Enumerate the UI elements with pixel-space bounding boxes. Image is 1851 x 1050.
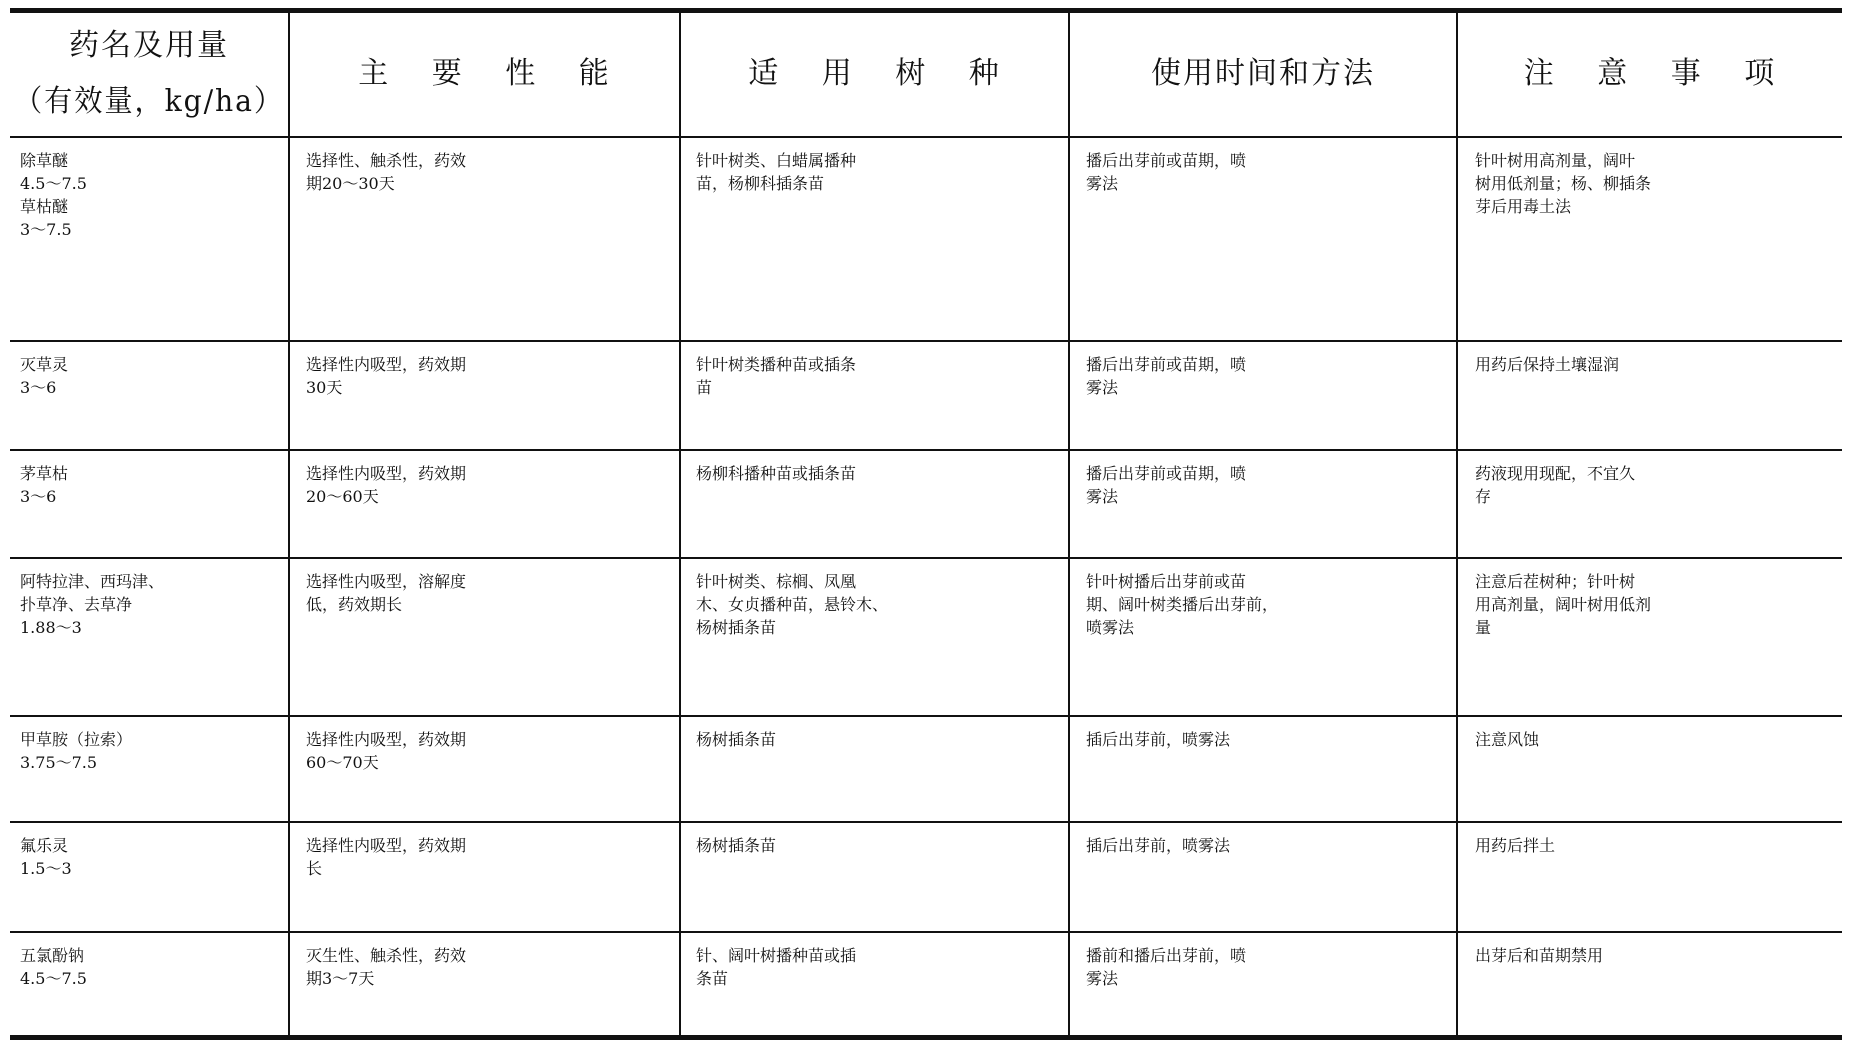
cell-species bbox=[680, 341, 1069, 450]
drug-name bbox=[20, 943, 284, 966]
table-body bbox=[10, 137, 1842, 1038]
cell-properties bbox=[289, 822, 680, 932]
cell-line bbox=[1086, 375, 1448, 398]
cell-drug-dosage bbox=[10, 137, 289, 341]
cell-line-text: 杨树插条苗 bbox=[696, 729, 777, 749]
cell-line bbox=[1475, 727, 1836, 750]
cell-line-text: 雾法 bbox=[1086, 377, 1119, 397]
cell-line bbox=[696, 148, 1060, 171]
cell-line bbox=[1475, 615, 1836, 638]
cell-line-text: 注意后茬树种；针叶树 bbox=[1475, 571, 1636, 591]
cell-properties bbox=[289, 558, 680, 716]
cell-species bbox=[680, 932, 1069, 1038]
cell-line-text: 针叶树用高剂量，阔叶 bbox=[1475, 150, 1636, 170]
drug-name-text: 氟乐灵 bbox=[20, 835, 69, 855]
drug-dosage bbox=[20, 171, 284, 194]
cell-line-text: 选择性内吸型，药效期 bbox=[306, 835, 467, 855]
cell-line bbox=[696, 615, 1060, 638]
cell-line-text: 低，药效期长 bbox=[306, 594, 403, 614]
cell-line-text: 苗 bbox=[696, 377, 713, 397]
drug-name-text: 甲草胺（拉索） bbox=[20, 729, 133, 749]
cell-line bbox=[306, 148, 671, 171]
cell-line bbox=[1475, 352, 1836, 375]
cell-timing-method bbox=[1069, 932, 1457, 1038]
cell-line-text: 60～70天 bbox=[306, 752, 379, 772]
drug-dosage-text: 3～6 bbox=[20, 377, 57, 397]
cell-line-text: 播后出芽前或苗期，喷 bbox=[1086, 463, 1247, 483]
drug-dosage-text: 1.88～3 bbox=[20, 617, 82, 637]
drug-dosage bbox=[20, 750, 284, 773]
drug-dosage bbox=[20, 217, 284, 240]
drug-dosage bbox=[20, 856, 284, 879]
cell-line-text: 量 bbox=[1475, 617, 1492, 637]
header-drug-dosage bbox=[10, 11, 289, 137]
cell-line-text: 雾法 bbox=[1086, 486, 1119, 506]
cell-line-text: 选择性、触杀性，药效 bbox=[306, 150, 467, 170]
table-row bbox=[10, 716, 1842, 822]
header-line bbox=[14, 18, 284, 74]
cell-timing-method bbox=[1069, 450, 1457, 558]
drug-name bbox=[20, 592, 284, 615]
document-page bbox=[10, 8, 1842, 1040]
header-line-text: 主 要 性 能 bbox=[358, 56, 611, 92]
cell-line-text: 期20～30天 bbox=[306, 173, 395, 193]
cell-line bbox=[1475, 148, 1836, 171]
cell-line-text: 药液现用现配，不宜久 bbox=[1475, 463, 1636, 483]
header-line-text: （有效量，kg/ha） bbox=[14, 84, 284, 120]
cell-line-text: 选择性内吸型，药效期 bbox=[306, 729, 467, 749]
header-main-properties bbox=[289, 11, 680, 137]
cell-precautions bbox=[1457, 558, 1842, 716]
cell-line bbox=[1475, 569, 1836, 592]
cell-drug-dosage bbox=[10, 716, 289, 822]
cell-line bbox=[306, 592, 671, 615]
cell-line bbox=[306, 461, 671, 484]
cell-properties bbox=[289, 450, 680, 558]
cell-line-text: 存 bbox=[1475, 486, 1492, 506]
cell-properties bbox=[289, 932, 680, 1038]
cell-line bbox=[1475, 943, 1836, 966]
cell-line-text: 期、阔叶树类播后出芽前， bbox=[1086, 594, 1279, 614]
cell-precautions bbox=[1457, 450, 1842, 558]
header-line-text: 药名及用量 bbox=[69, 28, 229, 64]
drug-dosage-text: 4.5～7.5 bbox=[20, 173, 87, 193]
drug-name bbox=[20, 148, 284, 171]
drug-dosage bbox=[20, 484, 284, 507]
header-line-text: 使用时间和方法 bbox=[1151, 56, 1375, 92]
header-line bbox=[1462, 46, 1838, 102]
cell-timing-method bbox=[1069, 137, 1457, 341]
cell-line bbox=[1086, 833, 1448, 856]
header-line bbox=[294, 46, 675, 102]
cell-line bbox=[306, 727, 671, 750]
table-row bbox=[10, 137, 1842, 341]
cell-line bbox=[1475, 592, 1836, 615]
cell-line bbox=[696, 833, 1060, 856]
header-line bbox=[1074, 46, 1452, 102]
cell-line-text: 播前和播后出芽前，喷 bbox=[1086, 945, 1247, 965]
cell-line-text: 针叶树播后出芽前或苗 bbox=[1086, 571, 1247, 591]
cell-line bbox=[696, 171, 1060, 194]
header-precautions bbox=[1457, 11, 1842, 137]
cell-line bbox=[1086, 148, 1448, 171]
cell-line-text: 用高剂量，阔叶树用低剂 bbox=[1475, 594, 1652, 614]
cell-line bbox=[696, 592, 1060, 615]
cell-line bbox=[306, 966, 671, 989]
cell-line-text: 苗，杨柳科插条苗 bbox=[696, 173, 825, 193]
cell-line bbox=[696, 461, 1060, 484]
cell-line bbox=[696, 966, 1060, 989]
cell-line-text: 长 bbox=[306, 858, 323, 878]
cell-line bbox=[1086, 615, 1448, 638]
header-applicable-species bbox=[680, 11, 1069, 137]
cell-line bbox=[696, 727, 1060, 750]
cell-line bbox=[306, 171, 671, 194]
header-row bbox=[10, 11, 1842, 137]
cell-line bbox=[1475, 194, 1836, 217]
cell-properties bbox=[289, 137, 680, 341]
cell-line-text: 期3～7天 bbox=[306, 968, 375, 988]
cell-drug-dosage bbox=[10, 341, 289, 450]
cell-line-text: 插后出芽前，喷雾法 bbox=[1086, 835, 1231, 855]
cell-species bbox=[680, 716, 1069, 822]
cell-drug-dosage bbox=[10, 558, 289, 716]
cell-line-text: 喷雾法 bbox=[1086, 617, 1135, 637]
drug-name bbox=[20, 727, 284, 750]
cell-line-text: 30天 bbox=[306, 377, 343, 397]
cell-line bbox=[306, 833, 671, 856]
cell-line-text: 播后出芽前或苗期，喷 bbox=[1086, 150, 1247, 170]
cell-drug-dosage bbox=[10, 932, 289, 1038]
drug-name-text: 扑草净、去草净 bbox=[20, 594, 133, 614]
drug-name bbox=[20, 569, 284, 592]
table-row bbox=[10, 822, 1842, 932]
cell-line bbox=[1086, 171, 1448, 194]
cell-timing-method bbox=[1069, 558, 1457, 716]
cell-line-text: 雾法 bbox=[1086, 173, 1119, 193]
header-line bbox=[685, 46, 1064, 102]
cell-species bbox=[680, 822, 1069, 932]
cell-precautions bbox=[1457, 822, 1842, 932]
cell-species bbox=[680, 137, 1069, 341]
drug-dosage-text: 3～7.5 bbox=[20, 219, 72, 239]
table-row bbox=[10, 932, 1842, 1038]
cell-line bbox=[1475, 833, 1836, 856]
cell-line-text: 出芽后和苗期禁用 bbox=[1475, 945, 1604, 965]
cell-line bbox=[1086, 569, 1448, 592]
cell-line bbox=[1086, 352, 1448, 375]
cell-line-text: 雾法 bbox=[1086, 968, 1119, 988]
cell-line bbox=[306, 484, 671, 507]
header-line-text: 适 用 树 种 bbox=[748, 56, 1001, 92]
header-timing-method bbox=[1069, 11, 1457, 137]
cell-line-text: 木、女贞播种苗，悬铃木、 bbox=[696, 594, 889, 614]
cell-line bbox=[306, 856, 671, 879]
cell-line bbox=[1086, 727, 1448, 750]
cell-line-text: 杨柳科播种苗或插条苗 bbox=[696, 463, 857, 483]
cell-species bbox=[680, 450, 1069, 558]
drug-name bbox=[20, 461, 284, 484]
cell-line-text: 选择性内吸型，药效期 bbox=[306, 463, 467, 483]
cell-line-text: 杨树插条苗 bbox=[696, 617, 777, 637]
cell-line-text: 灭生性、触杀性，药效 bbox=[306, 945, 467, 965]
drug-dosage-text: 3.75～7.5 bbox=[20, 752, 98, 772]
drug-dosage bbox=[20, 375, 284, 398]
cell-species bbox=[680, 558, 1069, 716]
cell-timing-method bbox=[1069, 822, 1457, 932]
cell-line bbox=[306, 569, 671, 592]
cell-line bbox=[1086, 484, 1448, 507]
cell-line-text: 树用低剂量；杨、柳插条 bbox=[1475, 173, 1652, 193]
cell-line-text: 20～60天 bbox=[306, 486, 379, 506]
drug-dosage bbox=[20, 966, 284, 989]
cell-precautions bbox=[1457, 137, 1842, 341]
cell-line bbox=[696, 352, 1060, 375]
cell-line bbox=[1086, 966, 1448, 989]
drug-name-text: 草枯醚 bbox=[20, 196, 69, 216]
cell-line-text: 杨树插条苗 bbox=[696, 835, 777, 855]
cell-line bbox=[696, 943, 1060, 966]
cell-line-text: 针叶树类播种苗或插条 bbox=[696, 354, 857, 374]
cell-line bbox=[1475, 461, 1836, 484]
drug-name-text: 灭草灵 bbox=[20, 354, 69, 374]
cell-line-text: 针叶树类、棕榈、凤凰 bbox=[696, 571, 857, 591]
drug-dosage-text: 4.5～7.5 bbox=[20, 968, 87, 988]
cell-line-text: 播后出芽前或苗期，喷 bbox=[1086, 354, 1247, 374]
cell-line bbox=[1086, 943, 1448, 966]
cell-line-text: 插后出芽前，喷雾法 bbox=[1086, 729, 1231, 749]
cell-line-text: 针叶树类、白蜡属播种 bbox=[696, 150, 857, 170]
cell-line bbox=[306, 375, 671, 398]
cell-precautions bbox=[1457, 341, 1842, 450]
cell-line-text: 条苗 bbox=[696, 968, 729, 988]
drug-name-text: 除草醚 bbox=[20, 150, 69, 170]
drug-name bbox=[20, 194, 284, 217]
herbicide-table bbox=[10, 8, 1842, 1040]
header-line-text: 注 意 事 项 bbox=[1523, 56, 1777, 92]
drug-dosage-text: 1.5～3 bbox=[20, 858, 72, 878]
cell-line bbox=[1086, 592, 1448, 615]
cell-timing-method bbox=[1069, 716, 1457, 822]
header-line bbox=[14, 74, 284, 130]
cell-timing-method bbox=[1069, 341, 1457, 450]
cell-drug-dosage bbox=[10, 450, 289, 558]
cell-precautions bbox=[1457, 716, 1842, 822]
cell-line-text: 用药后保持土壤湿润 bbox=[1475, 354, 1620, 374]
cell-line bbox=[1475, 171, 1836, 194]
cell-line bbox=[306, 750, 671, 773]
cell-line-text: 针、阔叶树播种苗或插 bbox=[696, 945, 857, 965]
drug-name-text: 茅草枯 bbox=[20, 463, 69, 483]
drug-dosage-text: 3～6 bbox=[20, 486, 57, 506]
cell-drug-dosage bbox=[10, 822, 289, 932]
cell-line bbox=[306, 352, 671, 375]
cell-line bbox=[306, 943, 671, 966]
drug-dosage bbox=[20, 615, 284, 638]
cell-line-text: 用药后拌土 bbox=[1475, 835, 1556, 855]
cell-properties bbox=[289, 716, 680, 822]
table-row bbox=[10, 341, 1842, 450]
drug-name-text: 阿特拉津、西玛津、 bbox=[20, 571, 165, 591]
cell-properties bbox=[289, 341, 680, 450]
drug-name-text: 五氯酚钠 bbox=[20, 945, 85, 965]
cell-line-text: 选择性内吸型，药效期 bbox=[306, 354, 467, 374]
cell-line-text: 芽后用毒土法 bbox=[1475, 196, 1572, 216]
table-row bbox=[10, 558, 1842, 716]
cell-line bbox=[1086, 461, 1448, 484]
cell-line bbox=[696, 569, 1060, 592]
table-row bbox=[10, 450, 1842, 558]
drug-name bbox=[20, 352, 284, 375]
cell-line-text: 注意风蚀 bbox=[1475, 729, 1540, 749]
cell-precautions bbox=[1457, 932, 1842, 1038]
cell-line bbox=[1475, 484, 1836, 507]
cell-line-text: 选择性内吸型，溶解度 bbox=[306, 571, 467, 591]
drug-name bbox=[20, 833, 284, 856]
cell-line bbox=[696, 375, 1060, 398]
